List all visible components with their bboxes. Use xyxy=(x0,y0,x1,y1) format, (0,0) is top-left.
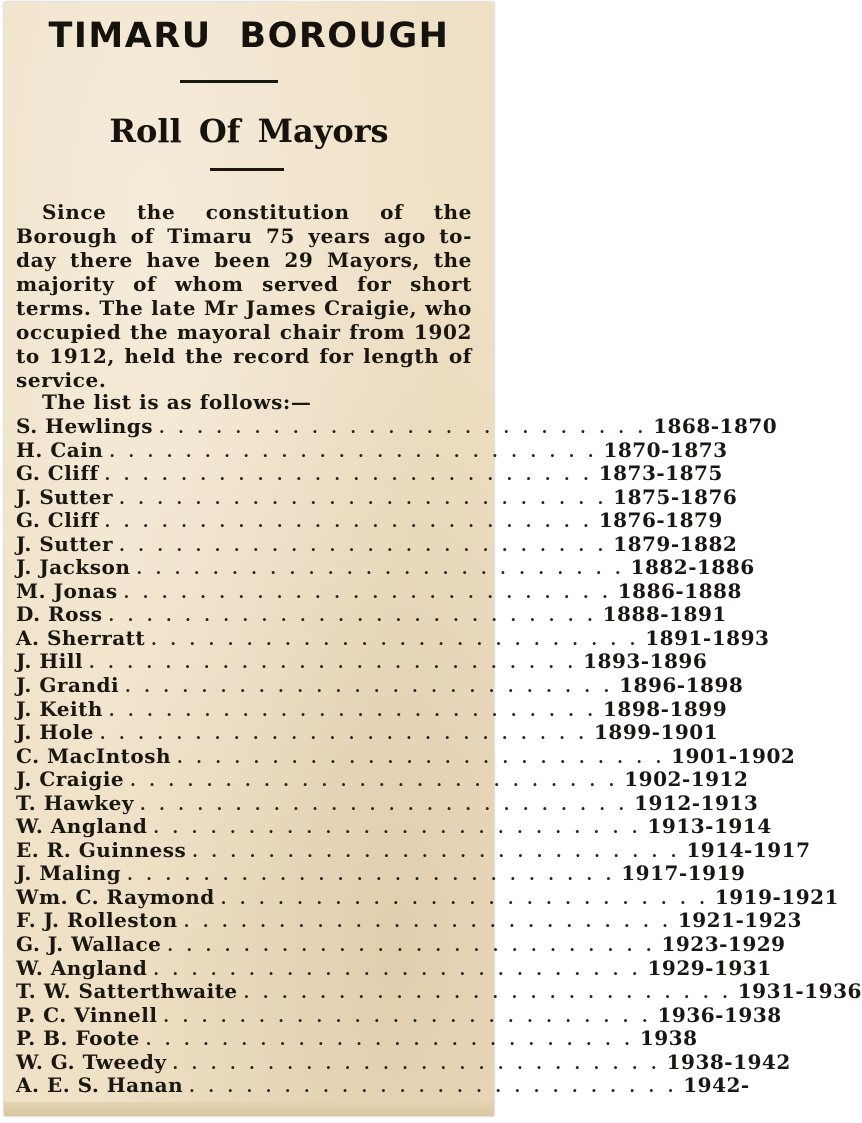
term-years: 1912-1913 xyxy=(634,790,759,815)
dot-leader: . . . . . . . . . . . . . . . . . . . . . . . . . . xyxy=(99,724,588,744)
dot-leader: . . . . . . . . . . . . . . . . . . . . . . . . . . xyxy=(127,865,616,885)
list-item xyxy=(16,1049,791,1074)
list-item xyxy=(16,1002,782,1027)
term-years: 1875-1876 xyxy=(613,484,738,509)
list-item xyxy=(16,673,744,698)
list-item xyxy=(16,531,738,556)
mayor-name: J. Hole xyxy=(16,720,94,745)
list-item xyxy=(16,790,759,815)
list-item xyxy=(16,884,839,909)
term-years: 1914-1917 xyxy=(686,837,811,862)
list-item xyxy=(16,1026,698,1051)
list-intro: The list is as follows:— xyxy=(42,390,312,414)
subheading: Roll Of Mayors xyxy=(109,112,389,150)
mayor-name: J. Keith xyxy=(16,696,103,721)
term-years: 1873-1875 xyxy=(598,461,723,486)
mayor-name: G. J. Wallace xyxy=(16,932,162,957)
dot-leader: . . . . . . . . . . . . . . . . . . . . . . . . . . xyxy=(183,912,672,932)
list-item xyxy=(16,861,746,886)
term-years: 1882-1886 xyxy=(630,555,755,580)
list-item xyxy=(16,932,786,957)
headline: TIMARU BOROUGH xyxy=(48,16,450,56)
term-years: 1923-1929 xyxy=(661,932,786,957)
term-years: 1913-1914 xyxy=(647,814,772,839)
term-years: 1938-1942 xyxy=(666,1049,791,1074)
term-years: 1921-1923 xyxy=(677,908,802,933)
dot-leader: . . . . . . . . . . . . . . . . . . . . . . . . . . xyxy=(177,747,666,767)
mayor-name: G. Cliff xyxy=(16,461,99,486)
dot-leader: . . . . . . . . . . . . . . . . . . . . . . . . . . xyxy=(119,535,608,555)
term-years: 1936-1938 xyxy=(657,1002,782,1027)
term-years: 1898-1899 xyxy=(602,696,728,721)
term-years: 1893-1896 xyxy=(583,649,708,674)
mayor-name: A. E. S. Hanan xyxy=(16,1073,184,1098)
list-item xyxy=(16,908,802,933)
dot-leader: . . . . . . . . . . . . . . . . . . . . . . . . . . xyxy=(130,771,619,791)
term-years: 1901-1902 xyxy=(671,743,796,768)
list-item xyxy=(16,649,708,674)
list-item xyxy=(16,437,728,462)
list-item xyxy=(16,814,772,839)
mayor-name: M. Jonas xyxy=(16,578,118,603)
dot-leader: . . . . . . . . . . . . . . . . . . . . . . . . . . xyxy=(163,1006,652,1026)
list-item xyxy=(16,955,772,980)
list-item xyxy=(16,508,723,533)
dot-leader: . . . . . . . . . . . . . . . . . . . . . . . . . . xyxy=(158,418,648,437)
mayor-name: J. Craigie xyxy=(16,767,125,792)
list-item xyxy=(16,602,727,627)
list-item xyxy=(16,578,742,603)
term-years: 1886-1888 xyxy=(617,578,742,603)
mayor-name: J. Sutter xyxy=(16,531,114,556)
dot-leader: . . . . . . . . . . . . . . . . . . . . . . . . . . xyxy=(119,488,608,508)
mayor-name: J. Maling xyxy=(16,861,122,886)
term-years: 1891-1893 xyxy=(645,625,770,650)
dot-leader: . . . . . . . . . . . . . . . . . . . . . . . . . . xyxy=(153,818,642,838)
dot-leader: . . . . . . . . . . . . . . . . . . . . . . . . . . xyxy=(108,606,597,626)
dot-leader: . . . . . . . . . . . . . . . . . . . . . . . . . . xyxy=(153,959,642,979)
divider-rule xyxy=(210,168,284,171)
term-years: 1919-1921 xyxy=(714,884,839,909)
dot-leader: . . . . . . . . . . . . . . . . . . . . . . . . . . xyxy=(220,888,709,908)
dot-leader: . . . . . . . . . . . . . . . . . . . . . . . . . . xyxy=(136,559,625,579)
list-item xyxy=(16,767,749,792)
dot-leader: . . . . . . . . . . . . . . . . . . . . . . . . . . xyxy=(189,1077,678,1097)
mayor-name: J. Hill xyxy=(16,649,84,674)
mayor-name: F. J. Rolleston xyxy=(16,908,178,933)
mayor-name: P. C. Vinnell xyxy=(16,1002,158,1027)
list-item xyxy=(16,414,778,438)
mayor-name: G. Cliff xyxy=(16,508,99,533)
term-years: 1942- xyxy=(683,1073,750,1098)
mayor-name: D. Ross xyxy=(16,602,103,627)
mayor-name: P. B. Foote xyxy=(16,1026,140,1051)
list-item xyxy=(16,461,723,486)
list-item xyxy=(16,696,728,721)
dot-leader: . . . . . . . . . . . . . . . . . . . . . . . . . . xyxy=(243,983,732,1003)
mayor-name: T. Hawkey xyxy=(16,790,135,815)
dot-leader: . . . . . . . . . . . . . . . . . . . . . . . . . . xyxy=(172,1053,661,1073)
intro-paragraph: Since the constitution of the Borough of Timaru 75 years ago to-day there have been 29 Mayors, the majority of whom served for short terms. The late Mr James Craigie, who occupied the mayoral chair from 1902 to 1912, held the record for length of service. xyxy=(16,200,472,392)
mayor-name: C. MacIntosh xyxy=(16,743,172,768)
mayor-name: Wm. C. Raymond xyxy=(16,884,215,909)
list-item xyxy=(16,555,755,580)
dot-leader: . . . . . . . . . . . . . . . . . . . . . . . . . . xyxy=(104,512,593,532)
term-years: 1876-1879 xyxy=(598,508,723,533)
term-years: 1888-1891 xyxy=(602,602,727,627)
list-item xyxy=(16,720,719,745)
term-years: 1879-1882 xyxy=(613,531,738,556)
term-years: 1929-1931 xyxy=(647,955,772,980)
mayor-name: W. G. Tweedy xyxy=(16,1049,167,1074)
divider-rule xyxy=(180,80,278,83)
mayor-name: E. R. Guinness xyxy=(16,837,187,862)
dot-leader: . . . . . . . . . . . . . . . . . . . . . . . . . . xyxy=(108,700,597,720)
term-years: 1938 xyxy=(639,1026,698,1051)
list-item xyxy=(16,979,862,1004)
dot-leader: . . . . . . . . . . . . . . . . . . . . . . . . . . xyxy=(140,794,629,814)
mayor-name: W. Angland xyxy=(16,814,148,839)
list-item xyxy=(16,837,811,862)
term-years: 1870-1873 xyxy=(603,437,728,462)
mayor-name: T. W. Satterthwaite xyxy=(16,979,238,1004)
mayor-name: J. Sutter xyxy=(16,484,114,509)
dot-leader: . . . . . . . . . . . . . . . . . . . . . . . . . . xyxy=(125,677,614,697)
mayor-name: J. Grandi xyxy=(16,673,120,698)
term-years: 1896-1898 xyxy=(619,673,744,698)
mayor-name: H. Cain xyxy=(16,437,104,462)
dot-leader: . . . . . . . . . . . . . . . . . . . . . . . . . . xyxy=(145,1030,634,1050)
term-years: 1931-1936 xyxy=(737,979,862,1004)
mayor-name: A. Sherratt xyxy=(16,625,146,650)
dot-leader: . . . . . . . . . . . . . . . . . . . . . . . . . . xyxy=(192,841,681,861)
mayor-name: W. Angland xyxy=(16,955,148,980)
term-years: 1868-1870 xyxy=(653,414,778,438)
list-item xyxy=(16,484,738,509)
mayor-name: J. Jackson xyxy=(16,555,131,580)
newspaper-clipping xyxy=(4,2,862,1116)
list-item xyxy=(16,1073,750,1098)
dot-leader: . . . . . . . . . . . . . . . . . . . . . . . . . . xyxy=(167,936,656,956)
mayor-name: S. Hewlings xyxy=(16,414,153,438)
term-years: 1902-1912 xyxy=(624,767,749,792)
dot-leader: . . . . . . . . . . . . . . . . . . . . . . . . . . xyxy=(109,441,598,461)
term-years: 1899-1901 xyxy=(594,720,719,745)
dot-leader: . . . . . . . . . . . . . . . . . . . . . . . . . . xyxy=(89,653,578,673)
term-years: 1917-1919 xyxy=(621,861,746,886)
list-item xyxy=(16,743,796,768)
dot-leader: . . . . . . . . . . . . . . . . . . . . . . . . . . xyxy=(123,582,612,602)
dot-leader: . . . . . . . . . . . . . . . . . . . . . . . . . . xyxy=(151,629,640,649)
dot-leader: . . . . . . . . . . . . . . . . . . . . . . . . . . xyxy=(104,465,593,485)
mayor-list xyxy=(16,414,862,1098)
list-item xyxy=(16,625,770,650)
paper-fold xyxy=(4,1102,494,1116)
